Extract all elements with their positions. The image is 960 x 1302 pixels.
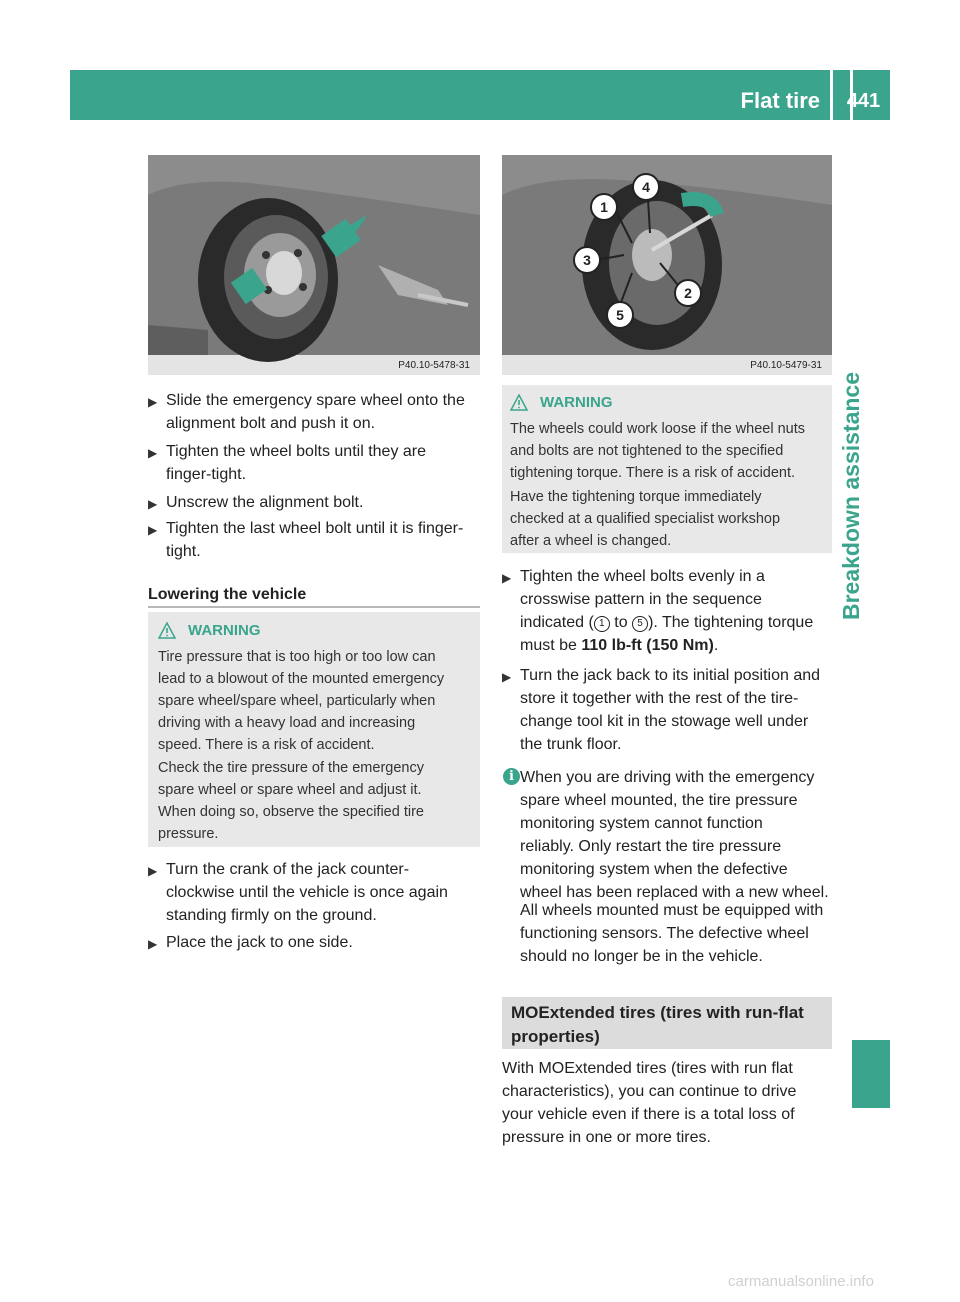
warning-title: WARNING xyxy=(540,394,613,411)
warning-text-2: Have the tightening torque immediately checked at a qualified specialist workshop after a wheel is changed. xyxy=(510,489,781,549)
step-turn-crank: ▶ Turn the crank of the jack counter- clockwise until the vehicle is once again standing firmly on the ground. xyxy=(148,861,448,924)
moextended-heading: MOExtended tires (tires with run-flat properties) xyxy=(511,1003,804,1046)
warning-text-1: Tire pressure that is too high or too low can lead to a blowout of the mounted emergency spare wheel/spare wheel, particularly when driving with a heavy load and increasing speed. There is a risk of accident. xyxy=(158,649,445,753)
callout-4: 4 xyxy=(642,179,650,195)
step-slide-wheel: ▶ Slide the emergency spare wheel onto the alignment bolt and push it on. xyxy=(148,392,465,432)
tightening-sequence-illustration xyxy=(502,155,832,375)
step-arrow-icon: ▶ xyxy=(148,523,158,537)
callout-1: 1 xyxy=(600,199,608,215)
section-title: Flat tire xyxy=(740,88,820,113)
callout-ref-1: 1 xyxy=(594,616,610,632)
warning-triangle-icon xyxy=(158,622,178,640)
step-place-jack: ▶ Place the jack to one side. xyxy=(148,931,480,954)
page-number: 441 xyxy=(846,90,881,112)
warning-triangle-icon xyxy=(510,394,530,412)
step-tighten-bolts: ▶ Tighten the wheel bolts until they are finger-tight. xyxy=(148,443,427,483)
moextended-body: With MOExtended tires (tires with run flat characteristics), you can continue to drive your vehicle even if there is a total loss of pressure in one or more tires. xyxy=(502,1060,797,1146)
info-text-2: All wheels mounted must be equipped with functioning sensors. The defective wheel should no longer be in the vehicle. xyxy=(520,902,824,965)
torque-value: 110 lb-ft (150 Nm) xyxy=(581,637,714,654)
info-text-1: When you are driving with the emergency spare wheel mounted, the tire pressure monitoring system cannot function reliably. Only restart the tire pressure monitoring system when the defective wheel has been replaced with a new wheel. xyxy=(520,769,829,901)
callout-2: 2 xyxy=(684,285,692,301)
warning-text-1: The wheels could work loose if the wheel nuts and bolts are not tightened to the specified tightening torque. There is a risk of accident. xyxy=(510,421,805,481)
watermark: carmanualsonline.info xyxy=(728,1273,874,1290)
spare-wheel-figure xyxy=(148,155,480,375)
callout-5: 5 xyxy=(616,307,624,323)
warning-title: WARNING xyxy=(188,622,261,639)
header-separator xyxy=(830,70,833,120)
step-arrow-icon: ▶ xyxy=(148,937,158,951)
step-arrow-icon: ▶ xyxy=(502,571,512,585)
step-unscrew-bolt: ▶ Unscrew the alignment bolt. xyxy=(148,491,480,514)
step-tighten-last-bolt: ▶ Tighten the last wheel bolt until it is finger- tight. xyxy=(148,520,464,560)
step-arrow-icon: ▶ xyxy=(502,670,512,684)
step-tighten-sequence: ▶ Tighten the wheel bolts evenly in a crosswise pattern in the sequence indicated ( 1 to 5 ). The tightening torque must be 110 lb-ft (150 Nm). xyxy=(502,568,814,654)
callout-3: 3 xyxy=(583,252,591,268)
tightening-sequence-figure xyxy=(502,155,832,375)
side-tab-block xyxy=(852,1040,890,1108)
spare-wheel-illustration xyxy=(148,155,480,375)
lowering-heading: Lowering the vehicle xyxy=(148,586,307,603)
step-store-jack: ▶ Turn the jack back to its initial position and store it together with the rest of the tire- change tool kit in the stowage well under the trunk floor. xyxy=(502,667,821,753)
step-arrow-icon: ▶ xyxy=(148,446,158,460)
step-arrow-icon: ▶ xyxy=(148,497,158,511)
step-arrow-icon: ▶ xyxy=(148,864,158,878)
warning-text-2: Check the tire pressure of the emergency spare wheel or spare wheel and adjust it. When doing so, observe the specified tire pressure. xyxy=(158,760,424,842)
side-tab-label: Breakdown assistance xyxy=(838,371,864,620)
figure-caption: P40.10-5478-31 xyxy=(398,360,470,371)
info-icon: i xyxy=(503,768,520,785)
figure-caption: P40.10-5479-31 xyxy=(750,360,822,371)
step-arrow-icon: ▶ xyxy=(148,395,158,409)
heading-rule xyxy=(148,606,480,608)
callout-ref-5: 5 xyxy=(632,616,648,632)
